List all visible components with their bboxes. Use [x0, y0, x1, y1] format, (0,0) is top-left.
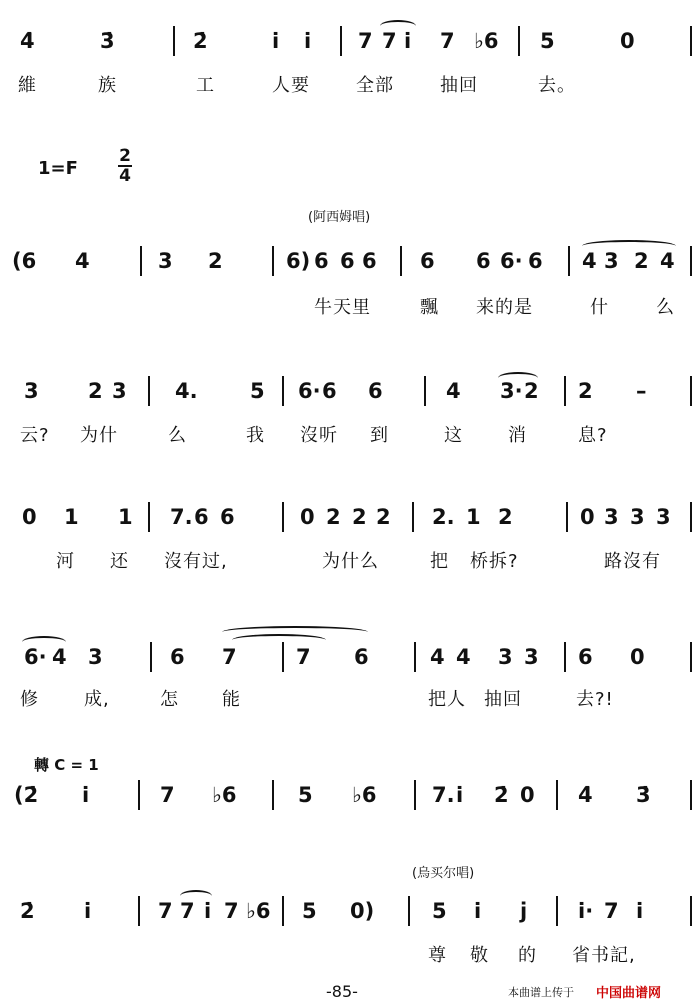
note: 6 — [476, 249, 491, 273]
note: 3 — [498, 645, 513, 669]
bar-line — [282, 642, 284, 672]
lyric: 河 — [56, 551, 75, 572]
note: 2̇ — [20, 899, 35, 923]
note: 7 — [158, 899, 173, 923]
bar-line — [148, 502, 150, 532]
note: 4̇ — [20, 29, 35, 53]
note: 2 — [88, 379, 103, 403]
note: 3 — [656, 505, 671, 529]
note: 2 — [326, 505, 341, 529]
lyrics-row — [0, 944, 700, 974]
note: 3 — [604, 505, 619, 529]
note: 6 — [170, 645, 185, 669]
bar-line — [412, 502, 414, 532]
note: 6 — [528, 249, 543, 273]
note: 2̇ — [494, 783, 509, 807]
bar-line — [282, 376, 284, 406]
note: 3 — [158, 249, 173, 273]
slur — [582, 240, 676, 252]
note: 2 — [498, 505, 513, 529]
note: 0 — [580, 505, 595, 529]
bar-line — [568, 246, 570, 276]
note: 4 — [75, 249, 90, 273]
note: 2 — [634, 249, 649, 273]
note: 6 — [220, 505, 235, 529]
key-change-annotation: 轉 C = 1 — [34, 756, 99, 774]
note: 3 — [630, 505, 645, 529]
lyric: 么 — [168, 425, 187, 446]
note: j — [520, 899, 528, 923]
note: 2 — [524, 379, 539, 403]
note: 4 — [582, 249, 597, 273]
note: 7. — [432, 783, 455, 807]
bar-line — [414, 780, 416, 810]
note: i̇ — [204, 899, 212, 923]
lyric: 路沒有 — [604, 551, 661, 572]
lyric: 什 — [590, 297, 609, 318]
lyric: 成, — [84, 689, 110, 710]
note: (6 — [12, 249, 37, 273]
time-signature-bottom: 4 — [119, 166, 131, 186]
lyric: 去?! — [576, 689, 614, 710]
note: – — [636, 379, 647, 403]
lyric: 把 — [430, 551, 449, 572]
page-number: -85- — [326, 982, 358, 1001]
lyric: 沒有过, — [164, 551, 228, 572]
bar-line — [564, 376, 566, 406]
bar-line — [566, 502, 568, 532]
note: ♭6 — [474, 29, 499, 53]
bar-line — [518, 26, 520, 56]
note: i̇ — [636, 899, 644, 923]
note: 6 — [362, 249, 377, 273]
note: 2. — [432, 505, 455, 529]
lyric: 把人 — [428, 689, 466, 710]
note: 6· — [500, 249, 523, 273]
lyric: 人要 — [272, 75, 310, 96]
lyric: 来的是 — [476, 297, 533, 318]
lyric: 还 — [110, 551, 129, 572]
bar-line — [282, 502, 284, 532]
singer-annotation: (阿西姆唱) — [308, 210, 371, 225]
note: 2 — [352, 505, 367, 529]
key-signature: 1=F — [38, 158, 78, 179]
lyric: 为什 — [80, 425, 118, 446]
note: 6) — [286, 249, 311, 273]
notes-row — [0, 782, 700, 816]
note: 3 — [88, 645, 103, 669]
bar-line — [690, 26, 692, 56]
notes-row — [0, 644, 700, 678]
note: 6 — [194, 505, 209, 529]
note: 0) — [350, 899, 375, 923]
lyric: 抽回 — [484, 689, 522, 710]
lyric: 这 — [444, 425, 463, 446]
bar-line — [138, 896, 140, 926]
lyric: 省书記, — [572, 945, 636, 966]
note: 0 — [630, 645, 645, 669]
slur — [180, 890, 212, 902]
lyric: 的 — [518, 945, 537, 966]
note: 7. — [170, 505, 193, 529]
bar-line — [138, 780, 140, 810]
note: 4̇ — [578, 783, 593, 807]
time-signature-top: 2 — [119, 146, 131, 166]
note: 2̇ — [193, 29, 208, 53]
note: 6 — [368, 379, 383, 403]
note: 7 — [160, 783, 175, 807]
note: 4 — [446, 379, 461, 403]
note: 5 — [432, 899, 447, 923]
note: 7 — [224, 899, 239, 923]
note: i̇ — [404, 29, 412, 53]
note: i̇ — [304, 29, 312, 53]
bar-line — [556, 896, 558, 926]
note: 0 — [300, 505, 315, 529]
lyric: 去。 — [538, 75, 576, 96]
lyric: 工 — [196, 75, 215, 96]
lyric: 飄 — [420, 297, 439, 318]
bar-line — [424, 376, 426, 406]
slur — [232, 634, 326, 646]
note: 0 — [520, 783, 535, 807]
note: 5 — [302, 899, 317, 923]
note: 7 — [296, 645, 311, 669]
notes-row — [0, 504, 700, 538]
note: 4 — [456, 645, 471, 669]
note: ♭6 — [352, 783, 377, 807]
lyric: 敬 — [470, 945, 489, 966]
bar-line — [340, 26, 342, 56]
note: 3 — [604, 249, 619, 273]
note: 4. — [175, 379, 198, 403]
lyric: 么 — [656, 297, 675, 318]
note: 3̇ — [636, 783, 651, 807]
note: 6· — [298, 379, 321, 403]
bar-line — [400, 246, 402, 276]
note: i̇ — [456, 783, 464, 807]
lyric: 維 — [18, 75, 37, 96]
lyrics-row — [0, 688, 700, 718]
bar-line — [690, 376, 692, 406]
note: 7 — [382, 29, 397, 53]
lyric: 怎 — [160, 689, 179, 710]
lyrics-row — [0, 74, 700, 104]
bar-line — [272, 780, 274, 810]
notes-row — [0, 248, 700, 282]
note: 2 — [376, 505, 391, 529]
note: 1 — [466, 505, 481, 529]
note: 6 — [322, 379, 337, 403]
site-logo: 中国曲谱网 — [596, 986, 662, 1001]
note: 6 — [340, 249, 355, 273]
note: 0 — [620, 29, 635, 53]
lyric: 消 — [508, 425, 527, 446]
bar-line — [414, 642, 416, 672]
lyric: 能 — [222, 689, 241, 710]
lyric: 息? — [578, 425, 608, 446]
notes-row — [0, 378, 700, 412]
lyrics-row — [0, 550, 700, 580]
slur — [380, 20, 416, 32]
lyric: 沒听 — [300, 425, 338, 446]
note: 3 — [24, 379, 39, 403]
note: 0 — [22, 505, 37, 529]
note: i̇ — [82, 783, 90, 807]
lyric: 族 — [98, 75, 117, 96]
lyrics-row — [0, 424, 700, 454]
note: 6 — [354, 645, 369, 669]
bar-line — [564, 642, 566, 672]
note: 4 — [52, 645, 67, 669]
bar-line — [282, 896, 284, 926]
note: 6 — [420, 249, 435, 273]
note: 1 — [118, 505, 133, 529]
note: 7 — [222, 645, 237, 669]
note: 2 — [208, 249, 223, 273]
slur — [498, 372, 538, 384]
bar-line — [173, 26, 175, 56]
note: 5 — [540, 29, 555, 53]
note: i̇ — [84, 899, 92, 923]
bar-line — [690, 642, 692, 672]
note: 4 — [660, 249, 675, 273]
bar-line — [408, 896, 410, 926]
lyric: 桥拆? — [470, 551, 519, 572]
singer-annotation: (烏买尔唱) — [412, 866, 475, 881]
lyric: 全部 — [356, 75, 394, 96]
note: 5 — [298, 783, 313, 807]
lyric: 云? — [20, 425, 50, 446]
bar-line — [150, 642, 152, 672]
notes-row — [0, 898, 700, 932]
note: 3 — [524, 645, 539, 669]
bar-line — [690, 502, 692, 532]
bar-line — [272, 246, 274, 276]
note: i̇ — [272, 29, 280, 53]
lyric: 尊 — [428, 945, 447, 966]
note: 7 — [180, 899, 195, 923]
note: 7 — [358, 29, 373, 53]
note: 5 — [250, 379, 265, 403]
note: 3· — [500, 379, 523, 403]
note: 7 — [604, 899, 619, 923]
lyric: 牛天里 — [314, 297, 371, 318]
bar-line — [556, 780, 558, 810]
bar-line — [690, 896, 692, 926]
bar-line — [690, 780, 692, 810]
lyric: 到 — [370, 425, 389, 446]
note: 4 — [430, 645, 445, 669]
note: 6· — [24, 645, 47, 669]
note: 6 — [314, 249, 329, 273]
slur — [22, 636, 66, 648]
note: 2 — [578, 379, 593, 403]
source-note: 本曲谱上传于 — [508, 986, 574, 999]
note: 6 — [578, 645, 593, 669]
note: 3 — [112, 379, 127, 403]
lyric: 我 — [246, 425, 265, 446]
bar-line — [148, 376, 150, 406]
note: 3̇ — [100, 29, 115, 53]
lyric: 抽回 — [440, 75, 478, 96]
lyric: 为什么 — [322, 551, 379, 572]
notes-row — [0, 28, 700, 62]
note: 1 — [64, 505, 79, 529]
note: i̇ — [474, 899, 482, 923]
note: i̇· — [578, 899, 594, 923]
note: ♭6 — [212, 783, 237, 807]
bar-line — [690, 246, 692, 276]
lyrics-row — [0, 296, 700, 326]
lyric: 修 — [20, 689, 39, 710]
note: ♭6 — [246, 899, 271, 923]
bar-line — [140, 246, 142, 276]
note: 7 — [440, 29, 455, 53]
note: (2̇ — [14, 783, 39, 807]
